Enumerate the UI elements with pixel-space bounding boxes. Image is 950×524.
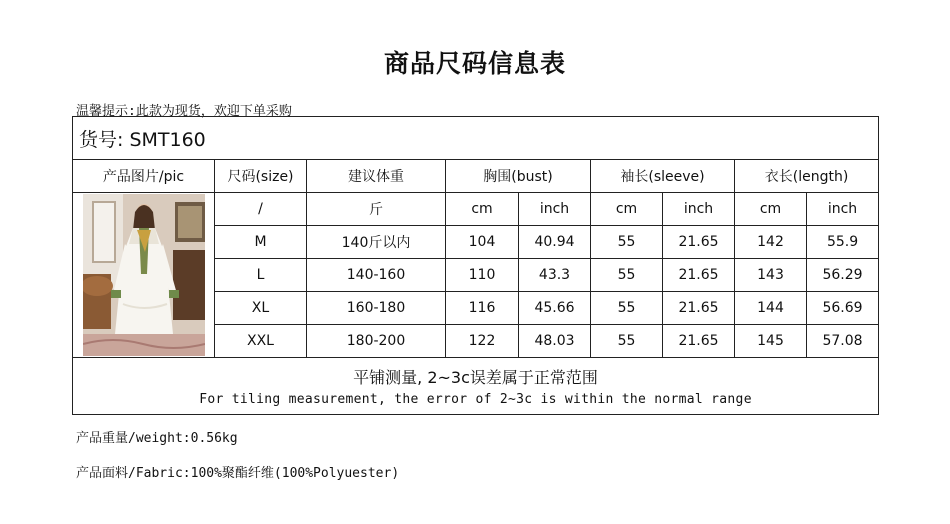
length-cm-cell: 143 [735,259,807,292]
bust-inch-cell: 48.03 [519,325,591,358]
sleeve-cm-cell: 55 [591,292,663,325]
bust-inch-cell: 45.66 [519,292,591,325]
size-cell: M [215,226,307,259]
weight-cell: 180-200 [307,325,446,358]
length-cm-cell: 144 [735,292,807,325]
length-cm-cell: 142 [735,226,807,259]
weight-info: 产品重量/weight:0.56kg [76,431,238,446]
product-photo [83,194,205,356]
weight-cell: 140斤以内 [307,226,446,259]
header-sleeve: 袖长(sleeve) [591,160,735,193]
bust-cm-cell: 104 [446,226,519,259]
header-length: 衣长(length) [735,160,879,193]
length-cm-cell: 145 [735,325,807,358]
unit-length-inch: inch [807,193,879,226]
sleeve-inch-cell: 21.65 [663,259,735,292]
bust-cm-cell: 110 [446,259,519,292]
sleeve-cm-cell: 55 [591,259,663,292]
unit-sleeve-inch: inch [663,193,735,226]
header-size: 尺码(size) [215,160,307,193]
size-cell: XXL [215,325,307,358]
item-code: 货号: SMT160 [73,117,879,160]
unit-weight: 斤 [307,193,446,226]
fabric-info: 产品面料/Fabric:100%聚酯纤维(100%Polyuester) [76,466,400,481]
weight-cell: 140-160 [307,259,446,292]
bust-cm-cell: 116 [446,292,519,325]
length-inch-cell: 57.08 [807,325,879,358]
size-cell: L [215,259,307,292]
header-pic: 产品图片/pic [73,160,215,193]
weight-cell: 160-180 [307,292,446,325]
unit-length-cm: cm [735,193,807,226]
note-english: For tiling measurement, the error of 2~3c is within the normal range [199,392,752,407]
product-photo-cell [73,193,215,358]
header-weight: 建议体重 [307,160,446,193]
length-inch-cell: 56.29 [807,259,879,292]
unit-row [73,193,879,226]
unit-size: / [215,193,307,226]
length-inch-cell: 56.69 [807,292,879,325]
sleeve-inch-cell: 21.65 [663,226,735,259]
header-bust: 胸围(bust) [446,160,591,193]
note-chinese: 平铺测量, 2~3c误差属于正常范围 [353,368,598,387]
unit-sleeve-cm: cm [591,193,663,226]
size-chart-table [72,116,879,415]
bust-cm-cell: 122 [446,325,519,358]
sleeve-cm-cell: 55 [591,325,663,358]
measurement-note [73,358,879,415]
page-title: 商品尺码信息表 [383,49,566,78]
bust-inch-cell: 43.3 [519,259,591,292]
sleeve-inch-cell: 21.65 [663,325,735,358]
notice-text: 温馨提示:此款为现货，欢迎下单采购 [76,104,292,119]
sleeve-cm-cell: 55 [591,226,663,259]
header-row [73,160,879,193]
bust-inch-cell: 40.94 [519,226,591,259]
unit-bust-cm: cm [446,193,519,226]
size-cell: XL [215,292,307,325]
sleeve-inch-cell: 21.65 [663,292,735,325]
length-inch-cell: 55.9 [807,226,879,259]
unit-bust-inch: inch [519,193,591,226]
